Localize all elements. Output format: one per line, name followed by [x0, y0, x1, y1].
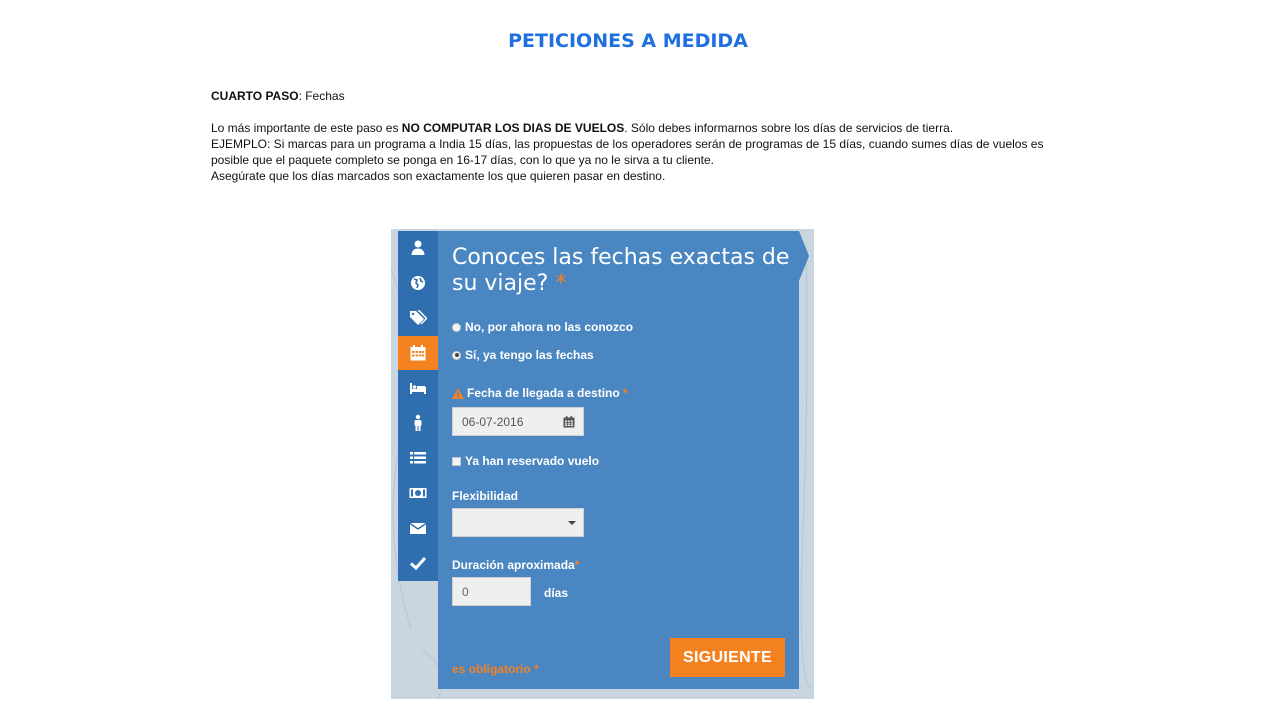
calendar-picker-icon[interactable]: [563, 416, 575, 428]
calendar-icon: [409, 344, 427, 362]
nav-item-person[interactable]: [398, 406, 438, 440]
check-icon: [409, 554, 427, 572]
required-mark: *: [555, 271, 567, 296]
radio-yes[interactable]: [452, 351, 461, 360]
nav-item-calendar[interactable]: [398, 336, 438, 370]
step-heading: [211, 88, 1061, 104]
nav-item-tags[interactable]: [398, 301, 438, 335]
para1-bold: NO COMPUTAR LOS DIAS DE VUELOS: [401, 121, 625, 135]
arrival-required-mark: *: [623, 386, 628, 400]
paragraph-main: [211, 120, 1061, 136]
flight-checkbox[interactable]: [452, 457, 461, 466]
nav-item-list[interactable]: [398, 441, 438, 475]
question-text: Conoces las fechas exactas de su viaje?: [452, 245, 790, 296]
form-panel: [438, 231, 799, 689]
flexibility-select[interactable]: [452, 508, 584, 537]
flight-checkbox-label: Ya han reservado vuelo: [465, 454, 600, 468]
flight-checkbox-row[interactable]: [452, 454, 599, 468]
days-unit-label: días: [544, 586, 569, 600]
radio-option-no[interactable]: [452, 320, 633, 334]
page-title: PETICIONES A MEDIDA: [508, 30, 748, 52]
nav-item-money[interactable]: [398, 476, 438, 510]
duration-label-text: Duración aproximada: [452, 558, 575, 572]
money-icon: [409, 484, 427, 502]
next-button[interactable]: SIGUIENTE: [670, 638, 785, 677]
question-heading: [452, 245, 797, 297]
form-screenshot: [391, 229, 814, 699]
paragraph-reminder: Asegúrate que los días marcados son exactamente los que quieren pasar en destino.: [211, 169, 666, 183]
duration-value: 0: [462, 584, 469, 599]
tags-icon: [409, 309, 427, 327]
panel-arrow: [799, 231, 809, 281]
envelope-icon: [409, 519, 427, 537]
step-label: CUARTO PASO: [211, 89, 299, 103]
duration-required-mark: *: [574, 558, 580, 572]
nav-item-check[interactable]: [398, 546, 438, 580]
arrival-date-label-text: Fecha de llegada a destino: [467, 386, 620, 400]
arrival-date-label: [452, 386, 628, 400]
radio-yes-label: Sí, ya tengo las fechas: [465, 348, 594, 362]
arrival-date-input[interactable]: [452, 407, 584, 436]
step-suffix: : Fechas: [298, 89, 345, 103]
list-icon: [409, 449, 427, 467]
radio-no[interactable]: [452, 323, 461, 332]
duration-label: [452, 558, 579, 572]
user-icon: [409, 239, 427, 257]
mandatory-note: es obligatorio *: [452, 662, 539, 676]
instructions: [211, 88, 1061, 184]
radio-option-yes[interactable]: [452, 348, 594, 362]
flexibility-label: Flexibilidad: [452, 489, 519, 503]
nav-item-envelope[interactable]: [398, 511, 438, 545]
globe-icon: [409, 274, 427, 292]
para1-before: Lo más importante de este paso es: [211, 121, 402, 135]
duration-input[interactable]: [452, 577, 531, 606]
nav-item-bed[interactable]: [398, 371, 438, 405]
bed-icon: [409, 379, 427, 397]
radio-no-label: No, por ahora no las conozco: [465, 320, 634, 334]
nav-item-user[interactable]: [398, 231, 438, 265]
warning-icon: [452, 388, 464, 399]
chevron-down-icon: [568, 521, 576, 525]
person-icon: [409, 414, 427, 432]
step-sidebar: [398, 231, 438, 581]
para1-after: . Sólo debes informarnos sobre los días de servicios de tierra.: [624, 121, 954, 135]
paragraph-example: EJEMPLO: Si marcas para un programa a India 15 días, las propuestas de los operadores serán de programas de 15 días, cuando sumes días de vuelos es posible que el paquete completo se ponga en 16-17 días, con lo que ya no le sirva a tu cliente.: [211, 137, 1044, 167]
arrival-date-value: 06-07-2016: [462, 414, 524, 429]
nav-item-globe[interactable]: [398, 266, 438, 300]
